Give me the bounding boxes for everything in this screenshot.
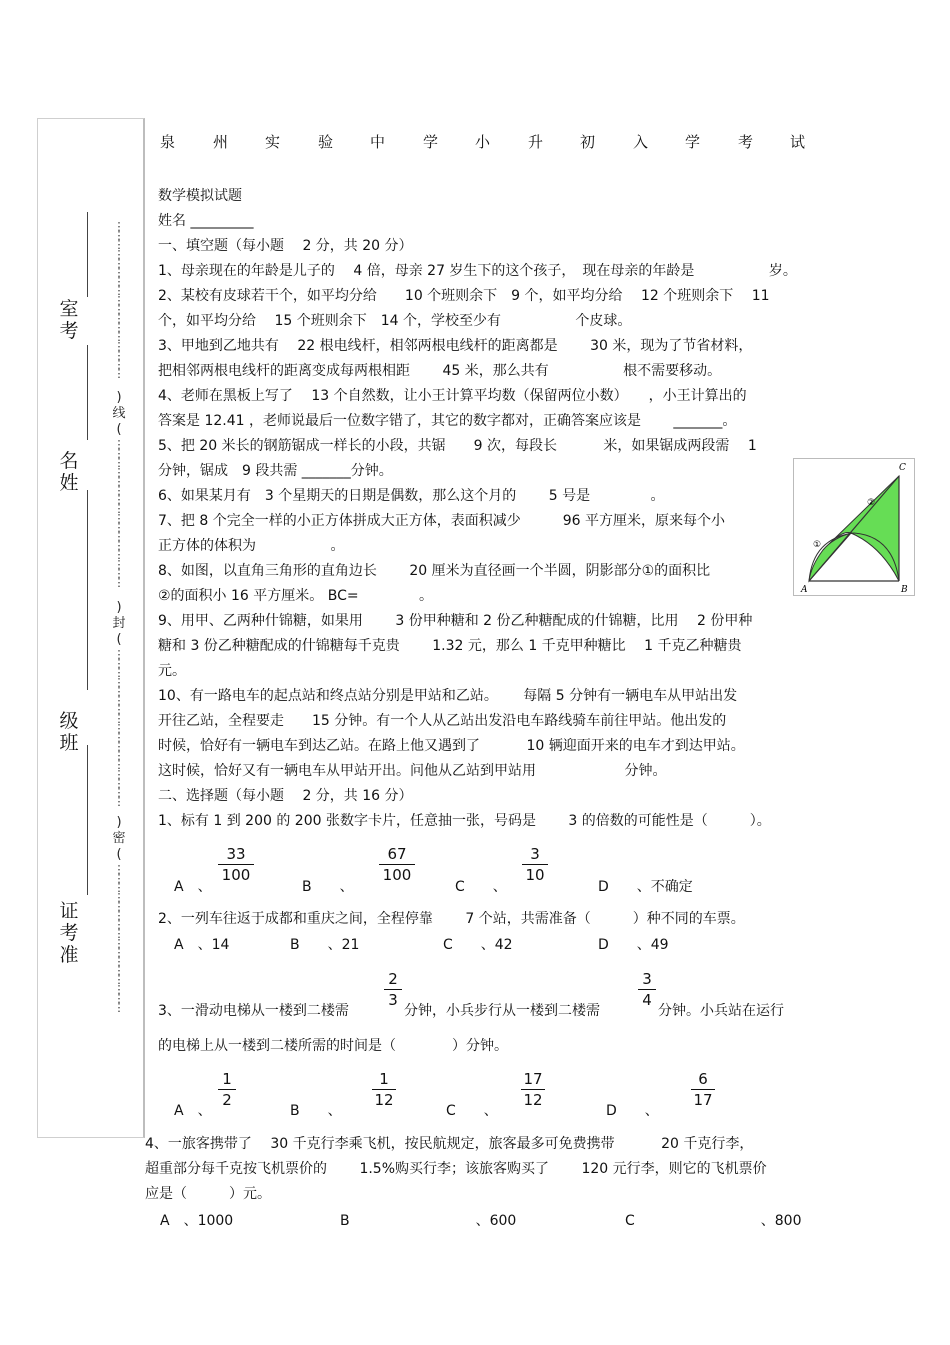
section1-heading: 一、填空题（每小题 2 分，共 20 分） — [158, 238, 413, 254]
question-line: 9、用甲、乙两种什锦糖，如果用 3 份甲种糖和 2 份乙种糖配成的什锦糖，比用 2 份甲种 — [158, 613, 753, 629]
fraction — [691, 1070, 715, 1110]
option-c: C 、42 — [443, 937, 513, 953]
denominator: 100 — [382, 866, 412, 884]
question-line: 2、某校有皮球若干个，如平均分给 10 个班则余下 9 个，如平均分给 12 个班则余下 11 — [158, 288, 770, 304]
question-line: 3、一滑动电梯从一楼到二楼需 — [158, 1003, 349, 1019]
option-a: A 、14 — [174, 937, 230, 953]
numerator: 2 — [384, 970, 402, 990]
option-c: C 、800 — [625, 1213, 802, 1229]
margin-rule — [87, 345, 88, 440]
subtitle: 数学模拟试题 — [158, 188, 242, 204]
fig-label-c: C — [899, 463, 906, 473]
question-line: 2、一列车往返于成都和重庆之间，全程停靠 7 个站，共需准备（ ）种不同的车票。 — [158, 911, 745, 927]
denominator: 17 — [693, 1091, 713, 1109]
option-d: D 、49 — [598, 937, 669, 953]
triangle-semicircle-figure — [793, 458, 915, 596]
question-line: 这时候，恰好又有一辆电车从甲站开出。问他从乙站到甲站用 分钟。 — [158, 763, 667, 779]
option-d: D 、 — [606, 1103, 659, 1119]
margin-rule — [87, 212, 88, 297]
fraction — [638, 970, 656, 1010]
question-line: 分钟。小兵站在运行 — [658, 1003, 784, 1019]
denominator: 100 — [221, 866, 251, 884]
section2-heading: 二、选择题（每小题 2 分，共 16 分） — [158, 788, 413, 804]
option-b: B 、21 — [290, 937, 360, 953]
binding-margin — [37, 118, 145, 1138]
fig-label-b: B — [901, 585, 908, 595]
fig-label-a: A — [801, 585, 808, 595]
option-c: C 、 — [446, 1103, 498, 1119]
numerator: 1 — [372, 1070, 396, 1090]
question-line: 7、把 8 个完全一样的小正方体拼成大正方体，表面积减少 96 平方厘米，原来每个小 — [158, 513, 725, 529]
exam-id-label: 证 考 准 — [59, 900, 79, 966]
fig-label-region2: ② — [867, 498, 876, 508]
title-char: 入 — [633, 133, 649, 151]
title-char: 试 — [790, 133, 806, 151]
cut-dots: ⋮ ⋮ ⋮ ⋮ ⋮ ⋮ ⋮ ⋮ ⋮ ⋮ ⋮ ⋮ ⋮ ⋮ ⋮ ⋮ ⋮ — [113, 220, 125, 381]
option-b: B 、 — [302, 879, 354, 895]
question-line: 开往乙站，全程要走 15 分钟。有一个人从乙站出发沿电车路线骑车前往甲站。他出发的 — [158, 713, 727, 729]
title-char: 考 — [738, 133, 754, 151]
question-line: 3、甲地到乙地共有 22 根电线杆，相邻两根电线杆的距离都是 30 米，现为了节省材料， — [158, 338, 753, 354]
numerator: 67 — [379, 845, 415, 865]
option-b: B 、600 — [340, 1213, 517, 1229]
title-char: 初 — [580, 133, 596, 151]
title-char: 州 — [213, 133, 229, 151]
numerator: 33 — [218, 845, 254, 865]
cut-word-xian: ) 线 ( — [112, 390, 126, 437]
question-line: 4、老师在黑板上写了 13 个自然数，让小王计算平均数（保留两位小数） ，小王计算出的 — [158, 388, 747, 404]
question-line: 答案是 12.41 ，老师说最后一位数字错了，其它的数字都对，正确答案应该是 _______。 — [158, 413, 737, 429]
exam-room-label: 室 考 — [59, 298, 79, 342]
fraction — [521, 1070, 545, 1110]
name-label: 名 姓 — [59, 450, 79, 494]
denominator: 2 — [222, 1091, 232, 1109]
question-line: 4、一旅客携带了 30 千克行李乘飞机，按民航规定，旅客最多可免费携带 20 千克行李， — [145, 1136, 754, 1152]
question-line: 元。 — [158, 663, 186, 679]
question-line: 分钟，小兵步行从一楼到二楼需 — [404, 1003, 600, 1019]
question-line: 个，如平均分给 15 个班则余下 14 个，学校至少有 个皮球。 — [158, 313, 632, 329]
cut-word-mi: ) 密 ( — [112, 815, 126, 862]
cut-dots: ⋮ ⋮ ⋮ ⋮ ⋮ ⋮ ⋮ ⋮ ⋮ ⋮ ⋮ ⋮ ⋮ ⋮ ⋮ ⋮ — [113, 438, 125, 590]
fraction — [379, 845, 415, 885]
numerator: 1 — [218, 1070, 236, 1090]
name-field: 姓名 _________ — [158, 213, 254, 229]
numerator: 6 — [691, 1070, 715, 1090]
title-char: 学 — [423, 133, 439, 151]
question-line: 分钟，锯成 9 段共需 _______分钟。 — [158, 463, 393, 479]
fraction — [522, 845, 548, 885]
option-a: A 、 — [174, 1103, 212, 1119]
question-line: 5、把 20 米长的钢筋锯成一样长的小段，共锯 9 次，每段长 米，如果锯成两段需 1 — [158, 438, 757, 454]
question-line: 把相邻两根电线杆的距离变成每两根相距 45 米，那么共有 根不需要移动。 — [158, 363, 722, 379]
question-line: 应是（ ）元。 — [145, 1186, 271, 1202]
denominator: 12 — [523, 1091, 543, 1109]
denominator: 3 — [388, 991, 398, 1009]
cut-dots: ⋮ ⋮ ⋮ ⋮ ⋮ ⋮ ⋮ ⋮ ⋮ ⋮ ⋮ ⋮ ⋮ ⋮ ⋮ ⋮ ⋮ — [113, 648, 125, 809]
question-line: 正方体的体积为 。 — [158, 538, 345, 554]
margin-rule — [87, 490, 88, 690]
denominator: 4 — [642, 991, 652, 1009]
question-line: 8、如图，以直角三角形的直角边长 20 厘米为直径画一个半圆，阴影部分①的面积比 — [158, 563, 711, 579]
fraction — [218, 845, 254, 885]
question-line: 时候，恰好有一辆电车到达乙站。在路上他又遇到了 10 辆迎面开来的电车才到达甲站。 — [158, 738, 745, 754]
question-line: ②的面积小 16 平方厘米。 BC= 。 — [158, 588, 434, 604]
title-char: 学 — [685, 133, 701, 151]
class-label: 级 班 — [59, 710, 79, 754]
fraction — [218, 1070, 236, 1110]
cut-dots: ⋮ ⋮ ⋮ ⋮ ⋮ ⋮ ⋮ ⋮ ⋮ ⋮ ⋮ ⋮ ⋮ ⋮ ⋮ ⋮ — [113, 863, 125, 1015]
numerator: 3 — [522, 845, 548, 865]
question-line: 糖和 3 份乙种糖配成的什锦糖每千克贵 1.32 元，那么 1 千克甲种糖比 1 千克乙种糖贵 — [158, 638, 742, 654]
option-c: C 、 — [455, 879, 507, 895]
fraction — [384, 970, 402, 1010]
margin-rule — [87, 745, 88, 895]
denominator: 12 — [374, 1091, 394, 1109]
question-line: 1、标有 1 到 200 的 200 张数字卡片，任意抽一张，号码是 3 的倍数的可能性是（ ）。 — [158, 813, 771, 829]
question-line: 的电梯上从一楼到二楼所需的时间是（ ）分钟。 — [158, 1038, 508, 1054]
fig-label-region1: ① — [813, 540, 822, 550]
title-char: 小 — [475, 133, 491, 151]
question-line: 1、母亲现在的年龄是儿子的 4 倍，母亲 27 岁生下的这个孩子， 现在母亲的年龄是 岁。 — [158, 263, 797, 279]
title-char: 升 — [528, 133, 544, 151]
question-line: 超重部分每千克按飞机票价的 1.5%购买行李；该旅客购买了 120 元行李，则它的飞机票价 — [145, 1161, 767, 1177]
title-char: 中 — [370, 133, 386, 151]
option-d: D 、不确定 — [598, 879, 693, 895]
title-char: 泉 — [160, 133, 176, 151]
denominator: 10 — [525, 866, 545, 884]
numerator: 3 — [638, 970, 656, 990]
cut-word-feng: ) 封 ( — [112, 600, 126, 647]
option-a: A 、1000 — [160, 1213, 234, 1229]
option-b: B 、 — [290, 1103, 342, 1119]
title-char: 验 — [318, 133, 334, 151]
title-char: 实 — [265, 133, 281, 151]
question-line: 6、如果某月有 3 个星期天的日期是偶数，那么这个月的 5 号是 。 — [158, 488, 665, 504]
numerator: 17 — [521, 1070, 545, 1090]
fraction — [372, 1070, 396, 1110]
option-a: A 、 — [174, 879, 212, 895]
question-line: 10、有一路电车的起点站和终点站分别是甲站和乙站。 每隔 5 分钟有一辆电车从甲站出发 — [158, 688, 738, 704]
